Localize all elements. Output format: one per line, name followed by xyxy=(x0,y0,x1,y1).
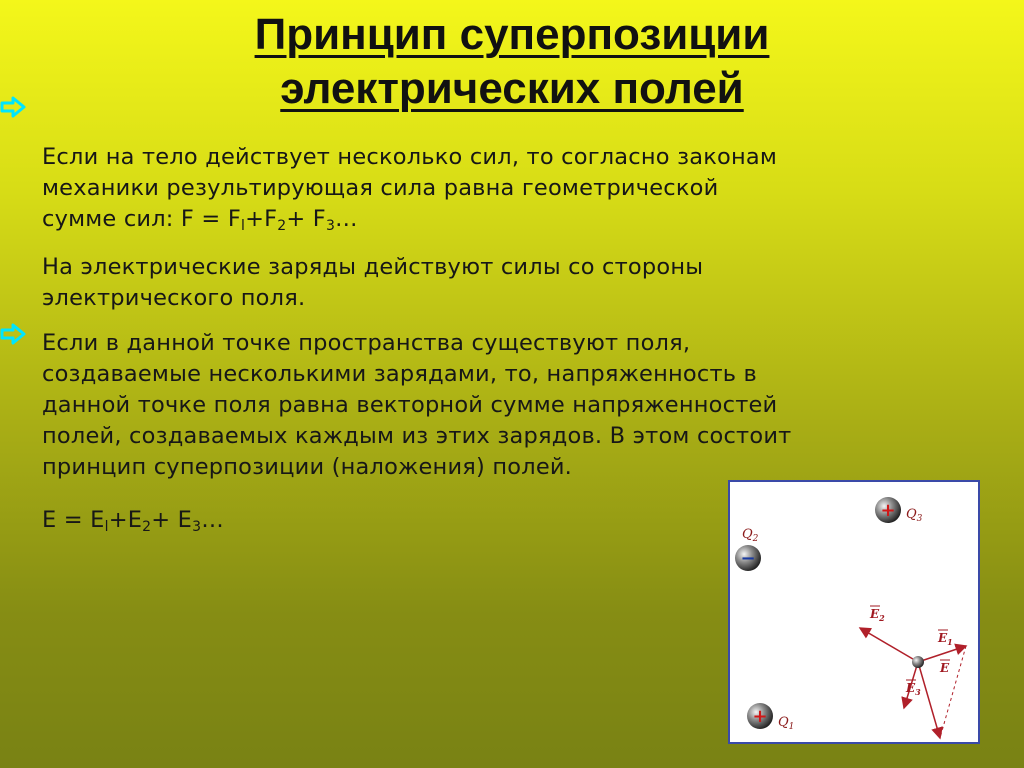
arrow-bullet-icon xyxy=(0,323,26,345)
text-line: данной точке поля равна векторной сумме напряженностей xyxy=(42,392,778,418)
subscript: 2 xyxy=(277,218,287,234)
subscript: 2 xyxy=(142,519,152,535)
charge-q1-sign: + xyxy=(752,706,768,727)
formula-part: + E xyxy=(151,507,193,533)
text-line: принцип суперпозиции (наложения) полей. xyxy=(42,454,573,480)
formula-part: +E xyxy=(108,507,143,533)
formula-force xyxy=(42,204,962,242)
label-e2-sub: 2 xyxy=(879,613,885,623)
charge-q3-label xyxy=(906,507,923,524)
arrow-bullet-icon xyxy=(0,96,26,118)
charge-q2-label xyxy=(742,527,759,544)
formula-part: + F xyxy=(286,206,326,232)
text-line: механики результирующая сила равна геометрической xyxy=(42,175,719,201)
text-line: На электрические заряды действуют силы со стороны xyxy=(42,254,704,280)
label-e3-sub: 3 xyxy=(915,687,921,697)
label-e3-letter: E xyxy=(906,681,916,695)
paragraph-charges xyxy=(42,252,962,314)
superposition-diagram xyxy=(728,480,980,744)
text-line: электрического поля. xyxy=(42,285,306,311)
text-line: полей, создаваемых каждым из этих зарядов. В этом состоит xyxy=(42,423,792,449)
label-e: E xyxy=(940,661,950,675)
subscript: 3 xyxy=(192,519,202,535)
label-e1-sub: 1 xyxy=(947,637,953,647)
charge-q3-letter: Q xyxy=(906,507,917,522)
subscript: l xyxy=(104,519,109,535)
text-line: создаваемые несколькими зарядами, то, напряженность в xyxy=(42,361,758,387)
charge-q1-label xyxy=(778,715,794,732)
formula-part: +F xyxy=(245,206,278,232)
label-e1 xyxy=(937,631,953,647)
title-line-1: Принцип суперпозиции xyxy=(254,10,770,59)
label-e2-letter: E xyxy=(870,607,880,621)
formula-part: … xyxy=(201,507,224,533)
text-line: сумме сил: F = F xyxy=(42,206,241,232)
charge-q2-sub: 2 xyxy=(752,534,759,544)
diagram-svg xyxy=(730,482,978,742)
page-title xyxy=(0,8,1024,116)
charge-q2-sign: − xyxy=(740,548,756,569)
subscript: 3 xyxy=(325,218,336,234)
label-e1-letter: E xyxy=(938,631,948,645)
formula-part: E = E xyxy=(42,507,105,533)
label-e3 xyxy=(905,681,921,697)
text-line: Если в данной точке пространства существуют поля, xyxy=(42,330,691,356)
vector-e2 xyxy=(860,628,918,662)
charge-q1-letter: Q xyxy=(778,715,789,730)
test-point xyxy=(912,656,924,668)
formula-part: … xyxy=(335,206,358,232)
charge-q2-letter: Q xyxy=(742,527,753,542)
paragraph-superposition xyxy=(42,328,962,483)
text-line: Если на тело действует несколько сил, то согласно законам xyxy=(42,144,778,170)
paragraph-forces xyxy=(42,142,962,242)
label-e2 xyxy=(869,607,885,623)
charge-q1-sub: 1 xyxy=(788,722,795,732)
subscript: l xyxy=(240,218,246,234)
vector-e3 xyxy=(918,662,940,738)
charge-q3-sub: 3 xyxy=(916,514,923,524)
charge-q3-sign: + xyxy=(880,500,896,521)
title-line-2: электрических полей xyxy=(280,64,744,113)
